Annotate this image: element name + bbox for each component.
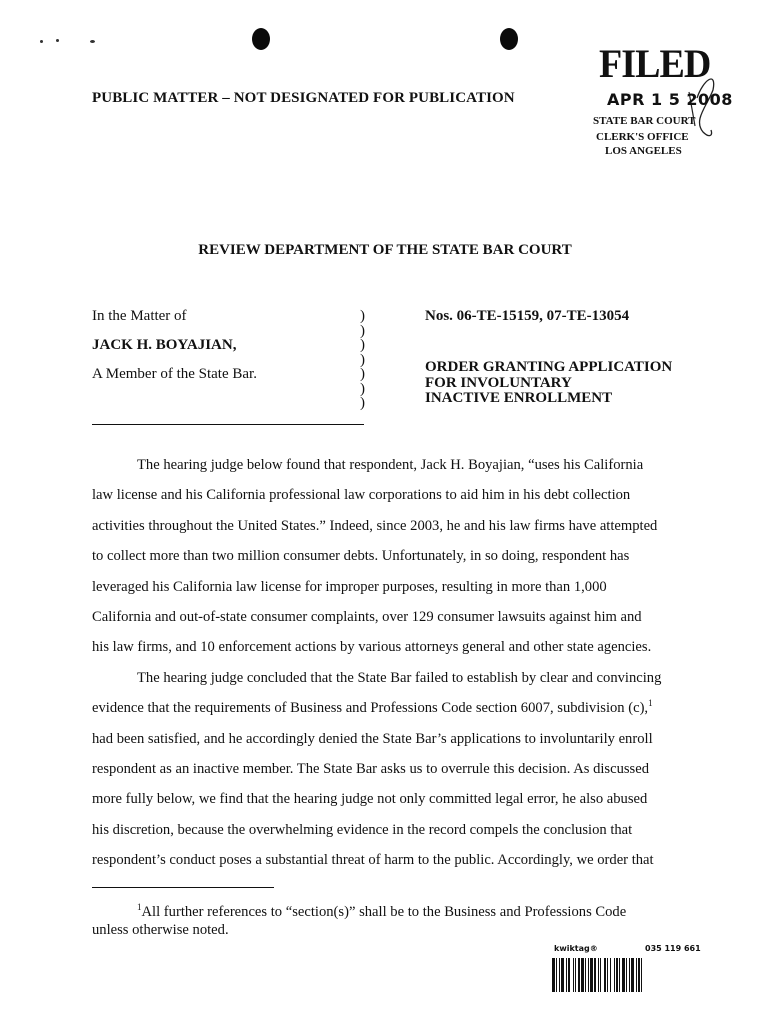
scan-speck <box>90 40 95 43</box>
order-title-line: FOR INVOLUNTARY <box>425 374 572 391</box>
in-the-matter: In the Matter of <box>92 308 187 324</box>
body-line: California and out-of-state consumer complaints, over 129 consumer lawsuits against him and <box>92 609 642 626</box>
body-text <box>92 450 682 876</box>
body-line: respondent’s conduct poses a substantial threat of harm to the public. Accordingly, we order that <box>92 852 654 869</box>
body-line: The hearing judge concluded that the State Bar failed to establish by clear and convincing <box>137 669 662 686</box>
punch-hole <box>252 28 270 50</box>
caption-party <box>92 308 257 395</box>
order-title <box>425 360 672 407</box>
body-line: leveraged his California law license for improper purposes, resulting in more than 1,000 <box>92 578 607 595</box>
order-title-line: ORDER GRANTING APPLICATION <box>425 359 673 375</box>
footnote-marker: 1 <box>137 902 142 913</box>
barcode-icon <box>552 958 712 994</box>
scan-speck <box>56 39 59 42</box>
stamp-line-1: STATE BAR COURT <box>593 115 696 127</box>
footnote-reference: 1 <box>648 698 653 709</box>
punch-hole <box>500 28 518 50</box>
stamp-date: APR 1 5 2008 <box>607 90 733 109</box>
body-line: had been satisfied, and he accordingly denied the State Bar’s applications to involuntarily enroll <box>92 730 653 747</box>
court-title: REVIEW DEPARTMENT OF THE STATE BAR COURT <box>198 242 572 258</box>
barcode-number: 035 119 661 <box>645 944 701 953</box>
order-title-line: INACTIVE ENROLLMENT <box>425 390 613 406</box>
barcode-label: kwiktag® <box>554 944 598 953</box>
body-line: law license and his California professional law corporations to aid him in his debt collection <box>92 487 631 504</box>
stamp-line-2: CLERK'S OFFICE <box>596 131 689 143</box>
body-line: respondent as an inactive member. The State Bar asks us to overrule this decision. As discussed <box>92 761 650 778</box>
publication-status: PUBLIC MATTER – NOT DESIGNATED FOR PUBLICATION <box>92 90 515 106</box>
body-line: to collect more than two million consumer debts. Unfortunately, in so doing, respondent has <box>92 548 630 565</box>
footnote-text: All further references to “section(s)” shall be to the Business and Professions Code <box>141 904 627 920</box>
body-line: his law firms, and 10 enforcement actions by various attorneys general and other state agencies. <box>92 639 652 656</box>
respondent-name: JACK H. BOYAJIAN, <box>92 337 237 353</box>
filed-stamp <box>585 40 755 170</box>
scan-speck <box>40 40 43 43</box>
body-line-with-footnote <box>92 693 682 723</box>
stamp-filed: FILED <box>599 41 711 86</box>
footnote <box>92 903 692 939</box>
body-line: more fully below, we find that the hearing judge not only committed legal error, he also abused <box>92 791 648 808</box>
member-status: A Member of the State Bar. <box>92 366 257 382</box>
footnote-rule <box>92 887 274 888</box>
caption-parentheses: ) ) ) ) ) ) ) <box>360 308 365 411</box>
caption-rule <box>92 424 364 425</box>
body-line: evidence that the requirements of Business and Professions Code section 6007, subdivision (c), <box>92 700 649 717</box>
barcode-tag <box>552 944 712 994</box>
body-line: The hearing judge below found that respondent, Jack H. Boyajian, “uses his California <box>137 457 644 473</box>
stamp-line-3: LOS ANGELES <box>605 145 682 157</box>
footnote-line: unless otherwise noted. <box>92 922 229 938</box>
footnote-line <box>92 903 692 921</box>
body-line: his discretion, because the overwhelming evidence in the record compels the conclusion that <box>92 821 633 838</box>
body-line: activities throughout the United States.” Indeed, since 2003, he and his law firms have attempted <box>92 517 658 534</box>
case-numbers: Nos. 06-TE-15159, 07-TE-13054 <box>425 308 630 324</box>
